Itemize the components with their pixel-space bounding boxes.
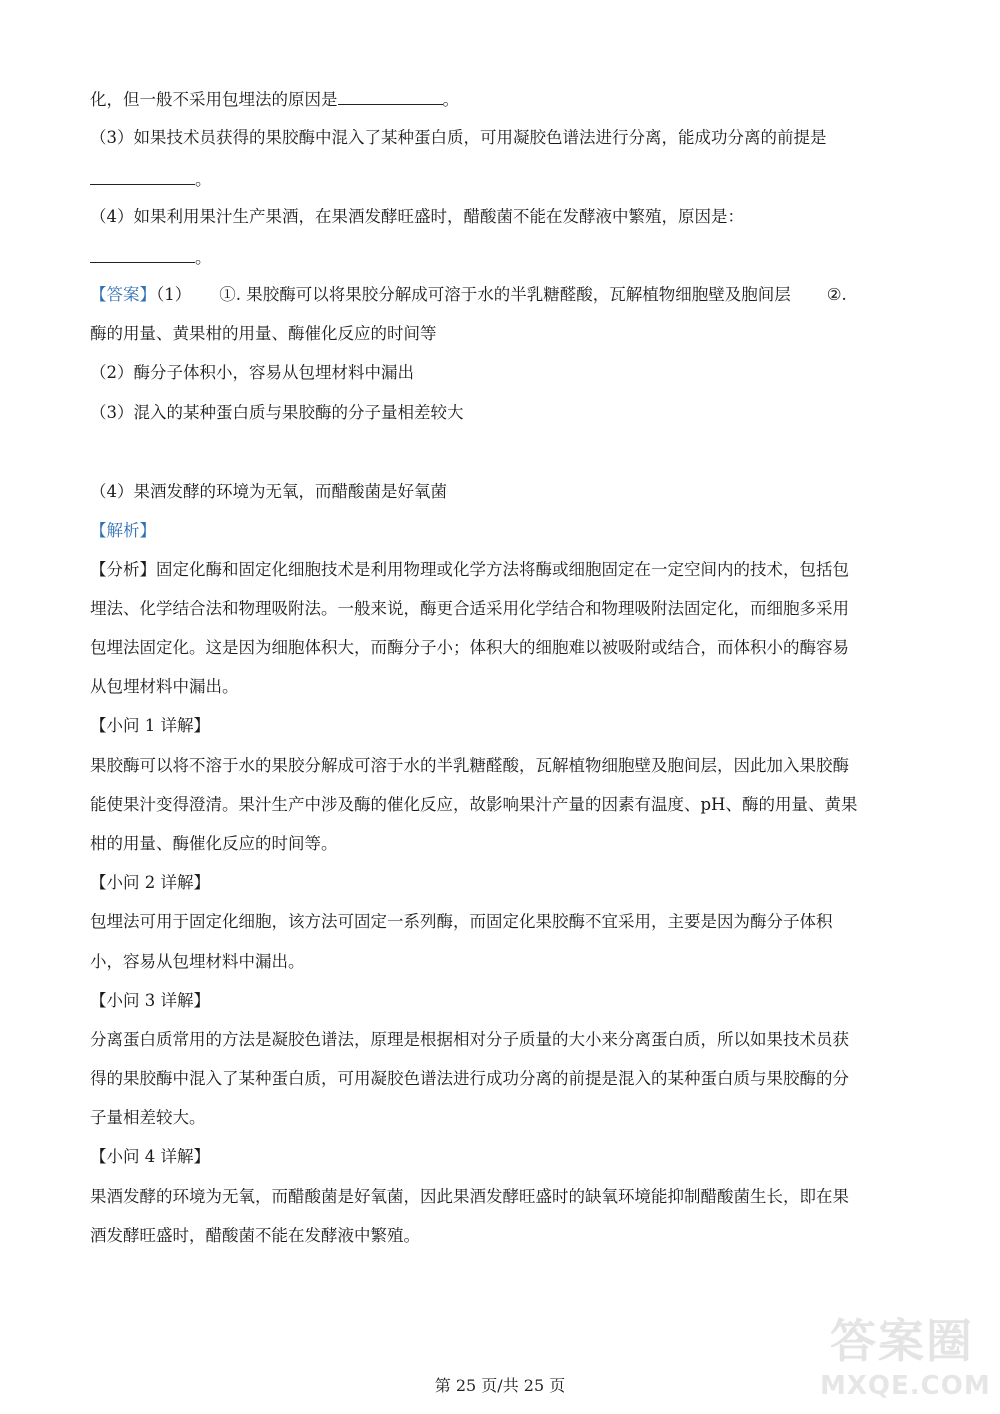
analysis-label: 【解析】 bbox=[90, 521, 156, 540]
subquestion-4-heading: 【小问 4 详解】 bbox=[90, 1147, 210, 1166]
answer-item2-marker: ②. bbox=[826, 285, 847, 304]
subquestion-3-line-2: 得的果胶酶中混入了某种蛋白质，可用凝胶色谱法进行成功分离的前提是混入的某种蛋白质与果胶酶的分 bbox=[90, 1069, 849, 1088]
fenxi-line-3: 包埋法固定化。这是因为细胞体积大，而酶分子小；体积大的细胞难以被吸附或结合，而体积小的酶容易 bbox=[90, 638, 849, 657]
answer-item1-marker: ①. bbox=[219, 285, 241, 304]
watermark-url: MXQE.COM bbox=[820, 1371, 991, 1401]
answer-line-1 bbox=[90, 283, 847, 307]
subquestion-1-heading: 【小问 1 详解】 bbox=[90, 716, 210, 735]
question-3 bbox=[90, 126, 827, 150]
question-3-blank-line: 。 bbox=[90, 166, 212, 192]
watermark-logo-text: 答案圈 bbox=[830, 1314, 974, 1368]
answer-line-2 bbox=[90, 322, 437, 346]
answer-item2-text: 酶的用量、黄果柑的用量、酶催化反应的时间等 bbox=[90, 324, 437, 343]
subquestion-2-line-2: 小，容易从包埋材料中漏出。 bbox=[90, 952, 305, 971]
answer-part1-prefix: （1） bbox=[156, 285, 192, 304]
fenxi-line-2: 埋法、化学结合法和物理吸附法。一般来说，酶更合适采用化学结合和物理吸附法固定化，而细胞多采用 bbox=[90, 599, 849, 618]
subquestion-1-line-2: 能使果汁变得澄清。果汁生产中涉及酶的催化反应，故影响果汁产量的因素有温度、pH、酶的用量、黄果 bbox=[90, 795, 858, 814]
answer-blank bbox=[90, 166, 195, 185]
watermark-logo bbox=[820, 1305, 991, 1410]
answer-blank bbox=[90, 244, 195, 263]
answer-part-2: （2）酶分子体积小，容易从包埋材料中漏出 bbox=[90, 363, 414, 382]
subquestion-4-line-1: 果酒发酵的环境为无氧，而醋酸菌是好氧菌，因此果酒发酵旺盛时的缺氧环境能抑制醋酸菌生长，即在果 bbox=[90, 1187, 849, 1206]
page-number: 第 25 页/共 25 页 bbox=[434, 1376, 566, 1395]
fenxi-line-1: 【分析】固定化酶和固定化细胞技术是利用物理或化学方法将酶或细胞固定在一定空间内的技术，包括包 bbox=[90, 560, 849, 579]
subquestion-3-heading: 【小问 3 详解】 bbox=[90, 991, 210, 1010]
subquestion-1-line-1: 果胶酶可以将不溶于水的果胶分解成可溶于水的半乳糖醛酸，瓦解植物细胞壁及胞间层，因此加入果胶酶 bbox=[90, 756, 849, 775]
fenxi-line-4: 从包埋材料中漏出。 bbox=[90, 677, 239, 696]
answer-part-4: （4）果酒发酵的环境为无氧，而醋酸菌是好氧菌 bbox=[90, 482, 447, 501]
subquestion-3-line-3: 子量相差较大。 bbox=[90, 1108, 206, 1127]
question-2-text: 化，但一般不采用包埋法的原因是 bbox=[90, 90, 338, 109]
subquestion-4-line-2: 酒发酵旺盛时，醋酸菌不能在发酵液中繁殖。 bbox=[90, 1226, 420, 1245]
question-4 bbox=[90, 205, 744, 229]
question-4-text: （4）如果利用果汁生产果酒，在果酒发酵旺盛时，醋酸菌不能在发酵液中繁殖，原因是： bbox=[90, 207, 744, 226]
subquestion-2-line-1: 包埋法可用于固定化细胞，该方法可固定一系列酶，而固定化果胶酶不宜采用，主要是因为酶分子体积 bbox=[90, 912, 833, 931]
answer-blank bbox=[338, 86, 443, 105]
answer-label: 【答案】 bbox=[90, 285, 156, 304]
answer-part-3: （3）混入的某种蛋白质与果胶酶的分子量相差较大 bbox=[90, 403, 464, 422]
question-2-tail: 化，但一般不采用包埋法的原因是 。 bbox=[90, 86, 459, 112]
subquestion-2-heading: 【小问 2 详解】 bbox=[90, 873, 210, 892]
subquestion-1-line-3: 柑的用量、酶催化反应的时间等。 bbox=[90, 834, 338, 853]
fenxi-label: 【分析】 bbox=[90, 560, 156, 579]
answer-item1-text: 果胶酶可以将果胶分解成可溶于水的半乳糖醛酸，瓦解植物细胞壁及胞间层 bbox=[246, 285, 791, 304]
subquestion-3-line-1: 分离蛋白质常用的方法是凝胶色谱法，原理是根据相对分子质量的大小来分离蛋白质，所以如果技术员获 bbox=[90, 1030, 849, 1049]
question-4-blank-line: 。 bbox=[90, 244, 212, 270]
analysis-label-line bbox=[90, 519, 156, 543]
question-3-text: （3）如果技术员获得的果胶酶中混入了某种蛋白质，可用凝胶色谱法进行分离，能成功分离的前提是 bbox=[90, 128, 827, 147]
